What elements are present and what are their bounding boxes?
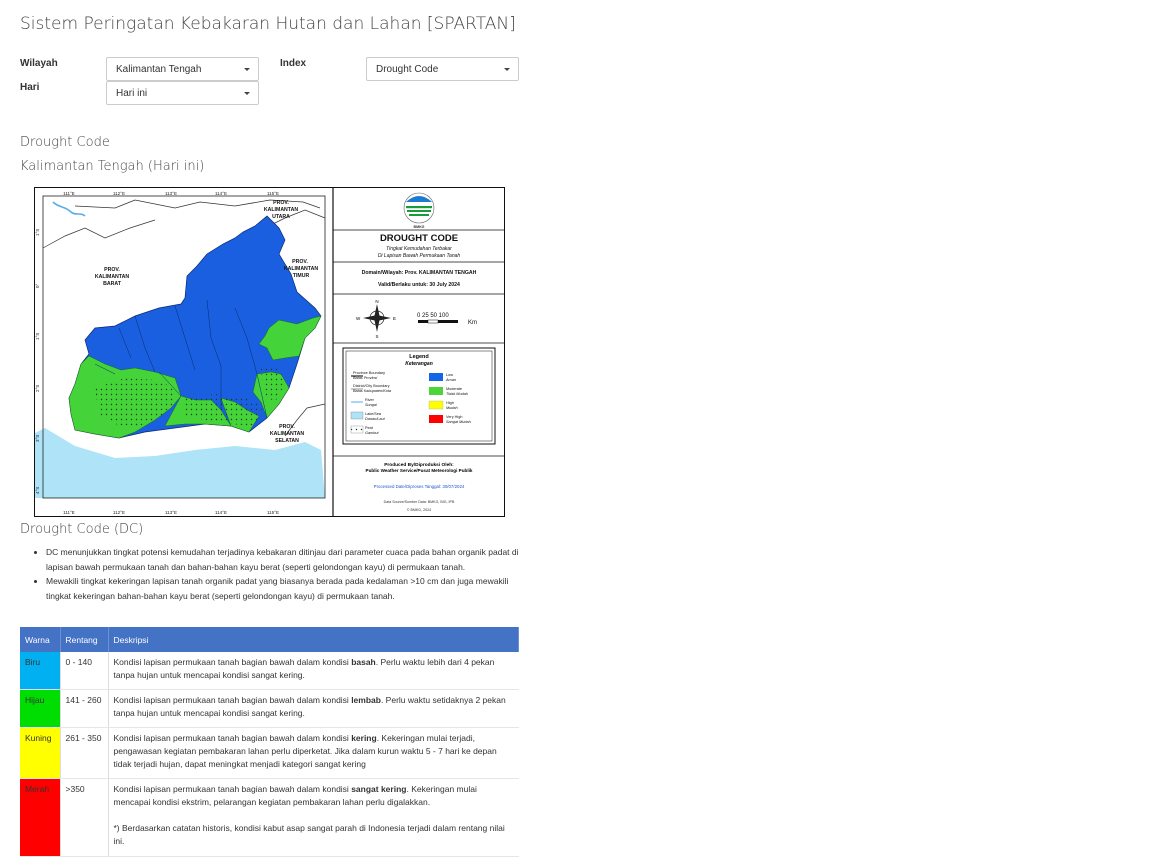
- scale-text: 0 25 50 100: [417, 313, 449, 319]
- map-subtitle-1: Tingkat Kemudahan Terbakar: [386, 246, 452, 252]
- legend-class-label: Low: [446, 373, 453, 377]
- compass-s: S: [375, 334, 379, 339]
- label-kalut-1: PROV.: [273, 200, 289, 206]
- dc-title: Drought Code (DC): [20, 522, 144, 537]
- legend-line-label: Danau/Laut: [365, 417, 385, 421]
- map-data-source: Data Source/Sumber Data: BMKG, BIG, IPB: [383, 500, 455, 504]
- bmkg-label: BMKG: [413, 225, 425, 229]
- table-row: [20, 689, 519, 727]
- hari-select[interactable]: [106, 81, 259, 105]
- lat-tick: 1°S: [35, 332, 40, 340]
- map-info-panel: [333, 188, 505, 517]
- legend-line-label: Lake/Sea: [365, 412, 382, 416]
- lon-tick: 115°E: [267, 510, 279, 515]
- map-processed-date: Processed Date/Diproses Tanggal: 30/07/2024: [373, 484, 465, 489]
- desc-cell: [108, 689, 519, 727]
- legend-class-label: Aman: [446, 378, 456, 382]
- chevron-down-icon: [244, 92, 250, 95]
- compass-n: N: [375, 299, 379, 304]
- map-copyright: © BMKG, 2024: [406, 508, 432, 512]
- legend-class-label: Tidak Mudah: [446, 392, 468, 396]
- drought-code-map: [34, 187, 505, 517]
- header-warna: Warna: [20, 627, 60, 652]
- color-cell: Merah: [20, 778, 60, 856]
- desc-text: . Perlu waktu setidaknya 2 pekan tanpa hujan untuk mencapai kondisi sangat kering.: [113, 694, 506, 718]
- label-kalut-3: UTARA: [272, 214, 290, 220]
- index-label: Index: [280, 58, 307, 69]
- header-rentang: Rentang: [60, 627, 108, 652]
- wilayah-select[interactable]: [106, 57, 259, 81]
- compass-w: W: [356, 316, 361, 321]
- table-header-row: [20, 627, 519, 652]
- legend-class-label: Sangat Mudah: [446, 420, 471, 424]
- label-kalsel-3: SELATAN: [275, 438, 299, 444]
- list-item: • Mewakili tingkat kekeringan lapisan tanah organik padat yang biasanya berada pada kedalaman >10 cm dan juga mewakili tingkat kekeringan bahan-bahan kayu berat (seperti gelondongan kayu) di permukaan tanah.: [46, 574, 523, 603]
- label-kalsel-2: KALIMANTAN: [269, 431, 305, 437]
- legend-line-label: Batas Provinsi: [353, 376, 378, 380]
- hari-label: Hari: [20, 82, 40, 93]
- map-domain: Domain/Wilayah: Prov. KALIMANTAN TENGAH: [361, 270, 477, 276]
- color-cell: Kuning: [20, 727, 60, 778]
- wilayah-select-value: Kalimantan Tengah: [116, 64, 202, 75]
- desc-text: . Kekeringan mulai terjadi, pengawasan kegiatan pembakaran lahan perlu diperketat. Jika dalam kurun waktu 5 - 7 hari ke depan tidak terjadi hujan, dapat meningkat menjadi kategori sangat kering: [113, 732, 497, 769]
- legend-line-label: Sungai: [365, 403, 377, 407]
- desc-cell: [108, 727, 519, 778]
- range-cell: 0 - 140: [60, 652, 108, 689]
- lon-tick: 113°E: [165, 510, 177, 515]
- legend-class-label: High: [446, 401, 454, 405]
- table-row: [20, 652, 519, 689]
- legend-swatch-low: [429, 373, 443, 381]
- desc-bold: basah: [351, 657, 376, 667]
- chevron-down-icon: [504, 68, 510, 71]
- desc-text: Kondisi lapisan permukaan tanah bagian bawah dalam kondisi: [113, 694, 352, 705]
- lon-tick: 112°E: [113, 191, 125, 196]
- desc-text: . Perlu waktu lebih dari 4 pekan tanpa hujan untuk mencapai kondisi sangat kering.: [113, 657, 495, 680]
- lat-tick: 4°S: [35, 486, 40, 494]
- desc-note: *) Berdasarkan catatan historis, kondisi kabut asap sangat parah di Indonesia terjadi dalam rentang nilai ini.: [113, 822, 505, 846]
- legend-class-label: Mudah: [446, 406, 458, 410]
- legend-swatch-moderate: [429, 387, 443, 395]
- map-produced-org: Public Weather Service/Pusat Meteorologi Publik: [365, 468, 473, 473]
- map-title: DROUGHT CODE: [379, 233, 459, 244]
- hari-select-value: Hari ini: [116, 88, 148, 99]
- label-kalbar-2: KALIMANTAN: [94, 274, 130, 280]
- label-kaltim-2: KALIMANTAN: [283, 266, 319, 272]
- legend-line-label: Gambut: [365, 431, 379, 435]
- map-panel: [35, 188, 333, 517]
- desc-bold: lembab: [351, 694, 381, 705]
- legend-line-label: Province Boundary: [353, 371, 386, 375]
- range-cell: >350: [60, 778, 108, 856]
- bmkg-logo: [404, 193, 434, 229]
- range-cell: 141 - 260: [60, 689, 108, 727]
- desc-cell: [108, 652, 519, 689]
- section-title: Drought Code: [20, 135, 110, 150]
- label-kaltim-1: PROV.: [292, 259, 308, 265]
- map-produced-by: Produced By/Diproduksi Oleh:: [384, 463, 454, 468]
- lon-tick: 111°E: [63, 191, 75, 196]
- lon-tick: 111°E: [63, 510, 75, 515]
- scale-bar: [417, 313, 477, 326]
- desc-text: Kondisi lapisan permukaan tanah bagian bawah dalam kondisi: [113, 732, 352, 743]
- scale-unit: Km: [468, 320, 477, 326]
- dc-description-list: [28, 545, 523, 603]
- range-cell: 261 - 350: [60, 727, 108, 778]
- table-row: [20, 778, 519, 856]
- legend-line-label: Peat: [365, 426, 373, 430]
- desc-text: . Kekeringan mulai mencapai kondisi ekstrim, pelarangan kegiatan pembakaran lahan perlu digalakkan.: [113, 783, 477, 807]
- label-kalbar-1: PROV.: [104, 267, 120, 273]
- list-item: • DC menunjukkan tingkat potensi kemudahan terjadinya kebakaran ditinjau dari parameter cuaca pada bahan organik padat di lapisan bawah permukaan tanah dan bahan-bahan kayu berat (seperti gelondongan kayu) di permukaan tanah.: [46, 545, 523, 574]
- legend-class-label: Moderate: [446, 387, 463, 391]
- chevron-down-icon: [244, 68, 250, 71]
- color-cell: Biru: [20, 652, 60, 689]
- lon-tick: 112°E: [113, 510, 125, 515]
- lon-tick: 113°E: [165, 191, 177, 196]
- desc-cell: [108, 778, 519, 856]
- label-kalut-2: KALIMANTAN: [263, 207, 299, 213]
- desc-text: Kondisi lapisan permukaan tanah bagian bawah dalam kondisi: [113, 657, 352, 667]
- header-deskripsi: Deskripsi: [108, 627, 519, 652]
- lon-tick: 115°E: [267, 191, 279, 196]
- section-subtitle: Kalimantan Tengah (Hari ini): [20, 159, 205, 174]
- index-select[interactable]: [366, 57, 519, 81]
- lat-tick: 2°S: [35, 384, 40, 392]
- compass-e: E: [393, 316, 397, 321]
- label-kalbar-3: BARAT: [103, 281, 121, 287]
- legend-class-label: Very High: [446, 415, 463, 419]
- label-kaltim-3: TIMUR: [292, 273, 310, 279]
- lat-tick: 0°: [35, 283, 40, 288]
- map-valid-date: Valid/Berlaku untuk: 30 July 2024: [378, 282, 460, 288]
- dc-table: [20, 627, 519, 857]
- index-select-value: Drought Code: [376, 64, 439, 75]
- legend-swatch-high: [429, 401, 443, 409]
- color-cell: Hijau: [20, 689, 60, 727]
- legend-title: Legend: [409, 354, 429, 360]
- lon-tick: 114°E: [215, 510, 227, 515]
- legend-subtitle: Keterangan: [405, 361, 433, 367]
- legend-line-label: River: [365, 398, 374, 402]
- desc-bold: sangat kering: [351, 783, 407, 794]
- map-legend: [343, 348, 495, 444]
- legend-line-label: Batas Kabupaten/Kota: [353, 389, 391, 393]
- desc-bold: kering: [351, 732, 377, 743]
- lat-tick: 1°S: [35, 228, 40, 236]
- legend-line-label: District/City Boundary: [353, 384, 390, 388]
- compass-icon: [356, 299, 396, 339]
- wilayah-label: Wilayah: [20, 58, 58, 69]
- page-title: Sistem Peringatan Kebakaran Hutan dan Lahan [SPARTAN]: [20, 14, 516, 34]
- table-row: [20, 727, 519, 778]
- lat-tick: 3°S: [35, 434, 40, 442]
- desc-text: Kondisi lapisan permukaan tanah bagian bawah dalam kondisi: [113, 783, 352, 794]
- label-kalsel-1: PROV.: [279, 424, 295, 430]
- legend-swatch-veryhigh: [429, 415, 443, 423]
- map-subtitle-2: Di Lapisan Bawah Permukaan Tanah: [377, 253, 461, 259]
- lon-tick: 114°E: [215, 191, 227, 196]
